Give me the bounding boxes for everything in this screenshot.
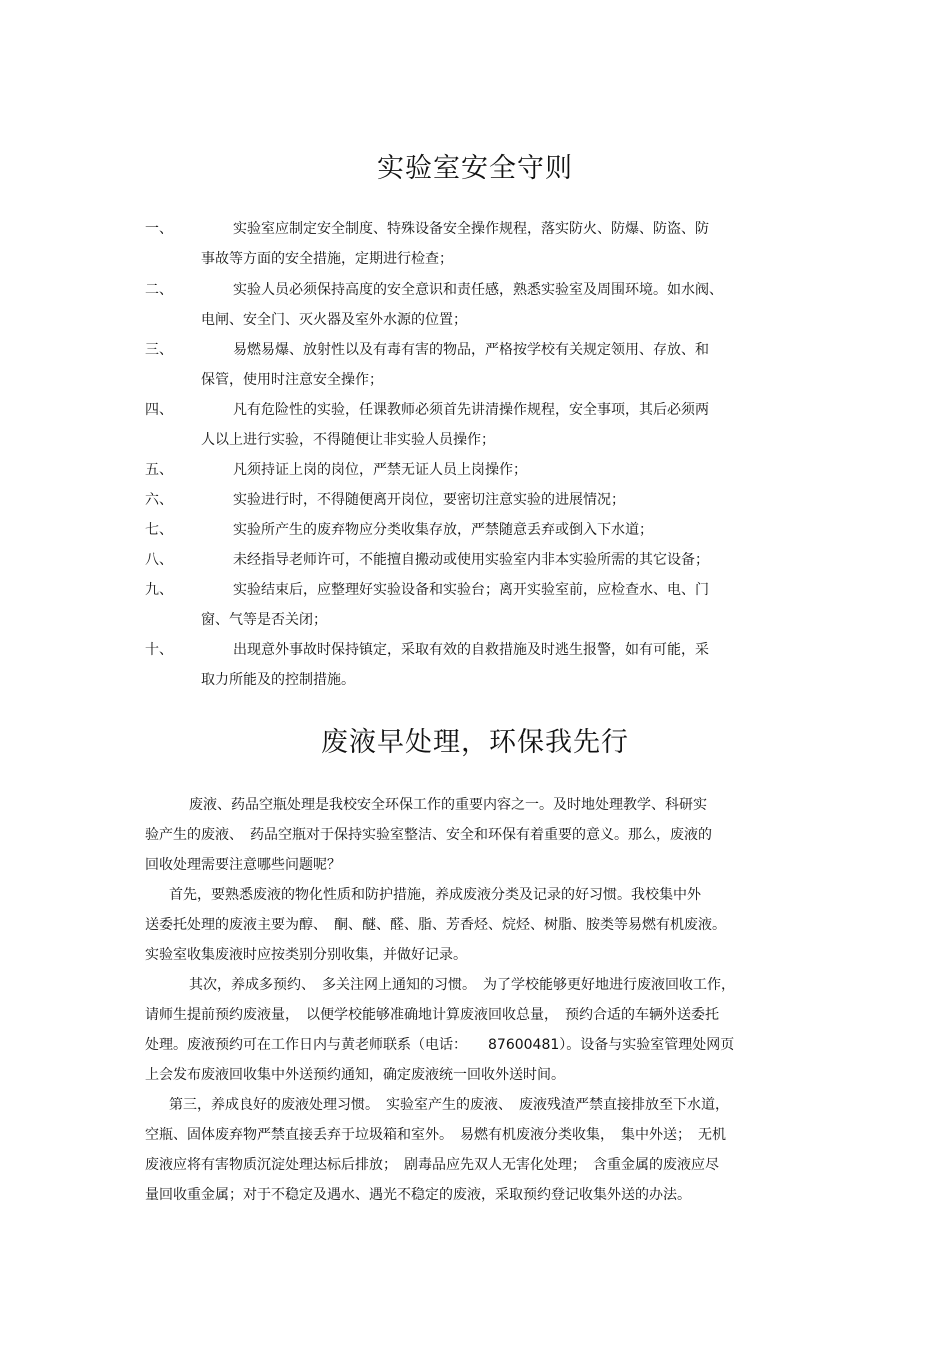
paragraph-line: 废液、药品空瓶处理是我校安全环保工作的重要内容之一。及时地处理教学、科研实 — [189, 797, 707, 813]
rule-text-line1: 易燃易爆、放射性以及有毒有害的物品，严格按学校有关规定领用、存放、和 — [233, 342, 709, 358]
safety-rules-title: 实验室安全守则 — [377, 153, 573, 184]
paragraph-line: 废液应将有害物质沉淀处理达标后排放； 剧毒品应先双人无害化处理； 含重金属的废液应尽 — [145, 1157, 719, 1173]
rule-number: 九、 — [145, 582, 173, 598]
paragraph-line: 请师生提前预约废液量， 以便学校能够准确地计算废液回收总量， 预约合适的车辆外送委托 — [145, 1007, 719, 1023]
rule-text-line1: 凡有危险性的实验，任课教师必须首先讲清操作规程，安全事项，其后必须两 — [233, 402, 709, 418]
rule-text-line2: 窗、气等是否关闭； — [201, 612, 327, 628]
rule-text-line1: 实验结束后，应整理好实验设备和实验台；离开实验室前，应检查水、电、门 — [233, 582, 709, 598]
rule-number: 五、 — [145, 462, 173, 478]
rule-text-line1: 实验进行时，不得随便离开岗位，要密切注意实验的进展情况； — [233, 492, 625, 508]
rule-text-line1: 未经指导老师许可，不能擅自搬动或使用实验室内非本实验所需的其它设备； — [233, 552, 709, 568]
paragraph-line: 回收处理需要注意哪些问题呢？ — [145, 857, 341, 873]
rule-text-line1: 实验所产生的废弃物应分类收集存放，严禁随意丢弃或倒入下水道； — [233, 522, 653, 538]
paragraph-line: 第三，养成良好的废液处理习惯。 实验室产生的废液、 废液残渣严禁直接排放至下水道， — [169, 1097, 729, 1113]
rule-number: 八、 — [145, 552, 173, 568]
rule-text-line1: 凡须持证上岗的岗位，严禁无证人员上岗操作； — [233, 462, 527, 478]
paragraph-line: 空瓶、固体废弃物严禁直接丢弃于垃圾箱和室外。 易燃有机废液分类收集， 集中外送； 无机 — [145, 1127, 726, 1143]
rule-number: 一、 — [145, 221, 173, 237]
rule-number: 十、 — [145, 642, 173, 658]
rule-number: 七、 — [145, 522, 173, 538]
paragraph-line: 处理。废液预约可在工作日内与黄老师联系（电话： 87600481）。设备与实验室管理处网页 — [145, 1037, 735, 1053]
rule-text-line1: 实验室应制定安全制度、特殊设备安全操作规程，落实防火、防爆、防盗、防 — [233, 221, 709, 237]
rule-text-line2: 取力所能及的控制措施。 — [201, 672, 355, 688]
rule-text-line2: 保管，使用时注意安全操作； — [201, 372, 383, 388]
paragraph-line: 送委托处理的废液主要为醇、 酮、醚、醛、脂、芳香烃、烷烃、树脂、胺类等易燃有机废液。 — [145, 917, 726, 933]
rule-text-line2: 事故等方面的安全措施，定期进行检查； — [201, 251, 453, 267]
rule-text-line1: 实验人员必须保持高度的安全意识和责任感，熟悉实验室及周围环境。如水阀、 — [233, 282, 723, 298]
paragraph-line: 首先，要熟悉废液的物化性质和防护措施，养成废液分类及记录的好习惯。我校集中外 — [169, 887, 701, 903]
rule-text-line2: 人以上进行实验，不得随便让非实验人员操作； — [201, 432, 495, 448]
rule-text-line1: 出现意外事故时保持镇定，采取有效的自救措施及时逃生报警，如有可能，采 — [233, 642, 709, 658]
paragraph-line: 实验室收集废液时应按类别分别收集，并做好记录。 — [145, 947, 467, 963]
rule-number: 三、 — [145, 342, 173, 358]
rule-number: 六、 — [145, 492, 173, 508]
paragraph-line: 验产生的废液、 药品空瓶对于保持实验室整洁、安全和环保有着重要的意义。那么，废液的 — [145, 827, 712, 843]
rule-text-line2: 电闸、安全门、灭火器及室外水源的位置； — [201, 312, 467, 328]
paragraph-line: 其次，养成多预约、 多关注网上通知的习惯。 为了学校能够更好地进行废液回收工作， — [189, 977, 735, 993]
paragraph-line: 上会发布废液回收集中外送预约通知，确定废液统一回收外送时间。 — [145, 1067, 565, 1083]
paragraph-line: 量回收重金属；对于不稳定及遇水、遇光不稳定的废液，采取预约登记收集外送的办法。 — [145, 1187, 691, 1203]
rule-number: 二、 — [145, 282, 173, 298]
rule-number: 四、 — [145, 402, 173, 418]
waste-liquid-title: 废液早处理，环保我先行 — [321, 727, 629, 758]
